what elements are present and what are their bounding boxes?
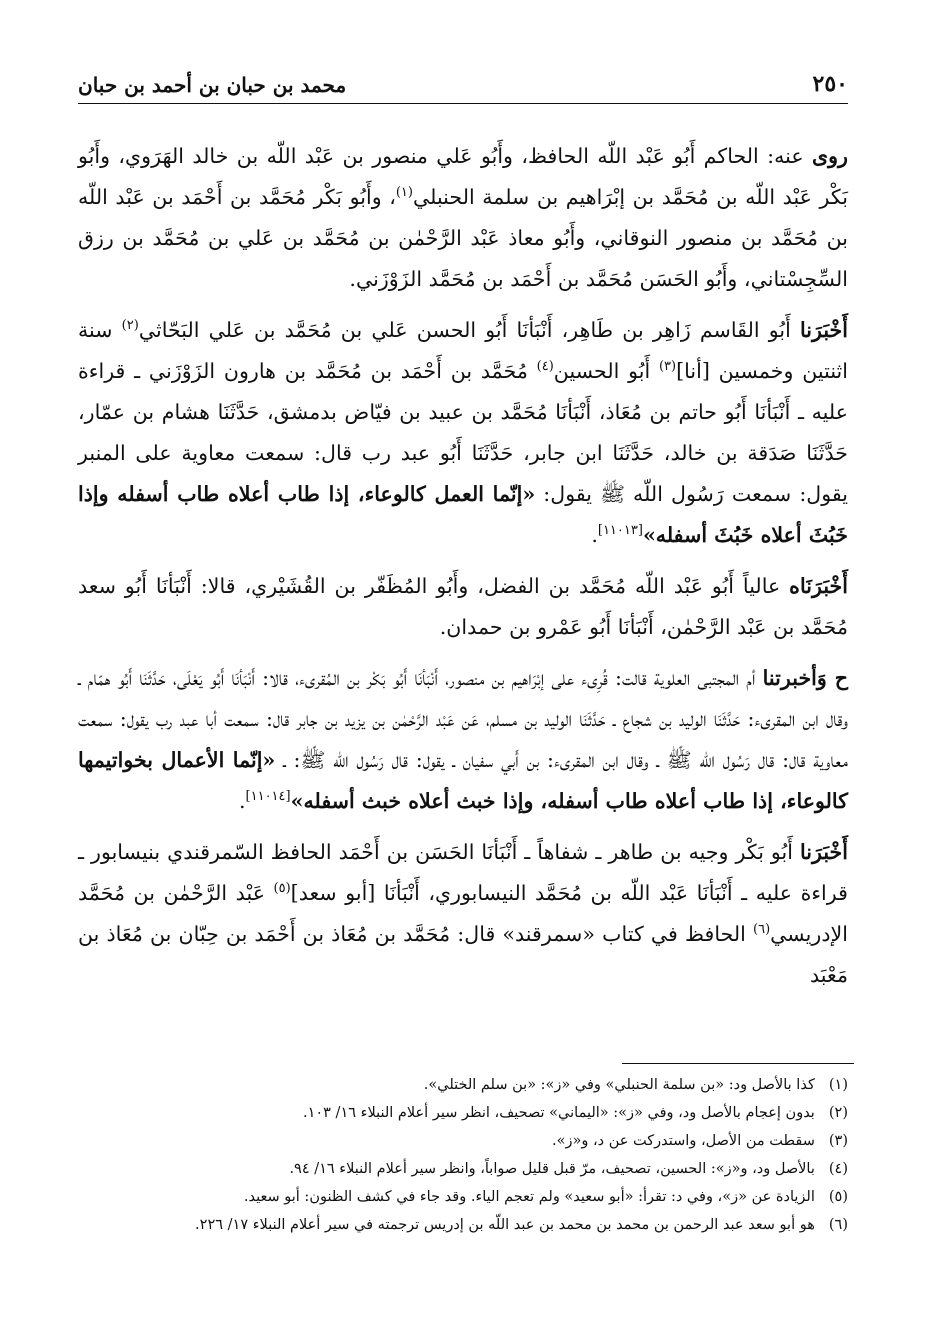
footnote-number: (١): [828, 1077, 848, 1093]
paragraph-text: أَبُو الحسين: [553, 359, 659, 383]
footnotes: [78, 1071, 848, 1239]
footnote-marker-5[interactable]: (٥): [273, 881, 291, 897]
footnote-number: (٤): [828, 1161, 848, 1177]
paragraph-text: أَبُو القَاسم زَاهِر بن طَاهِر، أَنْبَأنَا أَبُو الحسن عَلي بن مُحَمَّد بن عَلي البَحّاثي: [138, 318, 800, 342]
paragraph-keyword: أَخْبَرَنا: [799, 318, 849, 342]
paragraph-hadith-2: [78, 658, 848, 822]
footnote-number: (٥): [828, 1189, 848, 1205]
hadith-reference: [١١٠١٣]: [597, 523, 643, 539]
footnote-marker-1[interactable]: (١): [395, 185, 413, 201]
paragraph-hadith-1: [78, 310, 848, 556]
paragraph-keyword: أَخْبَرَنَاه: [789, 574, 848, 598]
footnote-text: الزيادة عن «ز»، وفي د: تقرأ: «أبو سعيد» ولم تعجم الياء. وقد جاء في كشف الظنون: أبو سعيد.: [243, 1189, 815, 1205]
paragraph-end: .: [238, 789, 246, 813]
footnote-marker-6[interactable]: (٦): [753, 922, 771, 938]
paragraph-text: سنة اثنتين وخمسين [أنا]: [78, 318, 848, 383]
footnote-text: كذا بالأصل ود: «بن سلمة الحنبلي» وفي «ز»: «بن سلم الختلي».: [423, 1077, 815, 1093]
paragraph-samarqand: [78, 832, 848, 996]
hadith-text: «إنّما الأعمال بخواتيمها كالوعاء، إذا طاب أعلاه طاب أسفله، وإذا خبث أعلاه خبث أسفله»: [78, 748, 848, 813]
footnote-marker-3[interactable]: (٣): [658, 359, 677, 375]
paragraph-text: الحافظ في كتاب «سمرقند» قال: مُحَمَّد بن مُعَاذ بن أَحْمَد بن حِبّان بن مُعَاذ بن مَعْبَد: [78, 922, 848, 987]
paragraph-text: عالياً أَبُو عَبْد اللّه مُحَمَّد بن الفضل، وأَبُو المُظَفّر بن القُشَيْري، قالا: أَنْبَأنَا أَبُو سعد مُحَمَّد بن عَبْد الرَّحْمٰن، أَنْبَأنَا أَبُو عَمْرو بن حمدان.: [78, 574, 848, 639]
running-title: محمد بن حبان بن أحمد بن حبان: [78, 73, 347, 97]
paragraph-keyword: روى: [811, 144, 848, 168]
footnote-3: [78, 1127, 848, 1155]
footnote-divider: [622, 1063, 854, 1064]
page-header: [78, 64, 848, 104]
paragraph-text: عَبْد الرَّحْمٰن بن مُحَمَّد الإدريسي: [78, 881, 848, 946]
paragraph-text: مُحَمَّد بن أَحْمَد بن مُحَمَّد بن هارون الزَوْزَني ـ قراءة عليه ـ أَنْبَأنَا أَبُو حاتم بن مُعَاذ، أَنْبَأنَا مُحَمَّد بن عبيد بن فيّاض بدمشق، حَدَّثَنَا هشام بن عمّار، حَدَّثَنَا صَدَقة بن خالد، حَدَّثَنَا ابن جابر، حَدَّثَنَا أَبُو عبد رب قال: سمعت معاوية على المنبر يقول: سمعت رَسُول اللّه ﷺ يقول:: [78, 359, 849, 506]
footnote-2: [78, 1099, 848, 1127]
footnote-6: [78, 1211, 848, 1239]
footnote-number: (٦): [828, 1217, 848, 1233]
hadith-reference: [١١٠١٤]: [245, 789, 291, 805]
paragraph-text: أَبُو بَكْر وجيه بن طاهر ـ شفاهاً ـ أَنْبَأنَا الحَسَن بن أَحْمَد الحافظ السّمرقندي بنيسابور ـ قراءة عليه ـ أَنْبَأنَا عَبْد اللّه بن مُحَمَّد النيسابوري، أَنْبَأنَا [أبو سعد]: [78, 840, 848, 905]
paragraph-text: عنه: الحاكم أَبُو عَبْد اللّه الحافظ، وأَبُو عَلي منصور بن عَبْد اللّه بن خالد الهَرَوي، وأَبُو بَكْر عَبْد اللّه بن مُحَمَّد بن إبْرَاهيم بن سلمة الحنبلي: [78, 144, 848, 209]
paragraph-text: أم المجتبى العلوية قالت: قُرِىء على إبْرَاهيم بن منصور، أَنْبَأنَا أَبُو بَكْر بن المُقرىء، قالا: أَنْبَأنَا أَبُو يَعْلَى، حَدَّثَنَا أَبُو همّام ـ وقال ابن المقرىء: حَدَّثَنَا الوليد بن شجاع ـ حَدَّثَنَا الوليد بن مسلم، عَن عَبْد الرَّحْمٰن بن يزيد بن جابر قال: سمعت أبا عبد رب يقول: سمعت معاوية قال: قال رَسُول اللّه ﷺ ـ وقال ابن المقرىء: بن أَبي سفيان ـ يقول: قال رَسُول اللّه ﷺ: ـ: [78, 666, 848, 772]
footnote-text: بالأصل ود، و«ز»: الحسين، تصحيف، مرّ قبل قليل صواباً، وانظر سير أعلام النبلاء ١٦/ ٩٤.: [289, 1161, 815, 1177]
paragraph-end: .: [591, 523, 598, 547]
footnote-number: (٢): [828, 1105, 848, 1121]
footnote-text: سقطت من الأصل، واستدركت عن د، و«ز».: [552, 1133, 815, 1149]
footnote-1: [78, 1071, 848, 1099]
paragraph-chain-2: [78, 566, 848, 648]
footnote-4: [78, 1155, 848, 1183]
footnote-marker-4[interactable]: (٤): [536, 359, 554, 375]
footnote-5: [78, 1183, 848, 1211]
footnote-text: بدون إعجام بالأصل ود، وفي «ز»: «اليماني» تصحيف، انظر سير أعلام النبلاء ١٦/ ١٠٣.: [302, 1105, 815, 1121]
hadith-text: «إنّما العمل كالوعاء، إذا طاب أعلاه طاب أسفله وإذا خَبُثَ أعلاه خَبُثَ أسفله»: [78, 482, 848, 547]
footnote-number: (٣): [828, 1133, 848, 1149]
paragraph-text: ، وأَبُو بَكْر مُحَمَّد بن أَحْمَد بن عَبْد اللّه بن مُحَمَّد بن منصور النوقاني، وأَبُو معاذ عَبْد الرَّحْمٰن بن مُحَمَّد بن عَلي بن مُحَمَّد بن رزق السِّجِسْتاني، وأَبُو الحَسَن مُحَمَّد بن أَحْمَد بن مُحَمَّد الزَوْزَني.: [78, 185, 848, 291]
paragraph-keyword: أَخْبَرَنا: [799, 840, 848, 864]
page-number: ٢٥٠: [812, 71, 848, 97]
footnote-marker-2[interactable]: (٢): [121, 318, 139, 334]
main-text: [78, 136, 848, 1006]
paragraph-keyword: ح وَأخبرتنا: [762, 666, 848, 690]
footnote-text: هو أبو سعد عبد الرحمن بن محمد بن محمد بن عبد اللّه بن إدريس ترجمته في سير أعلام النبلاء ١٧/ ٢٢٦.: [195, 1217, 815, 1233]
paragraph-narrators: [78, 136, 848, 300]
